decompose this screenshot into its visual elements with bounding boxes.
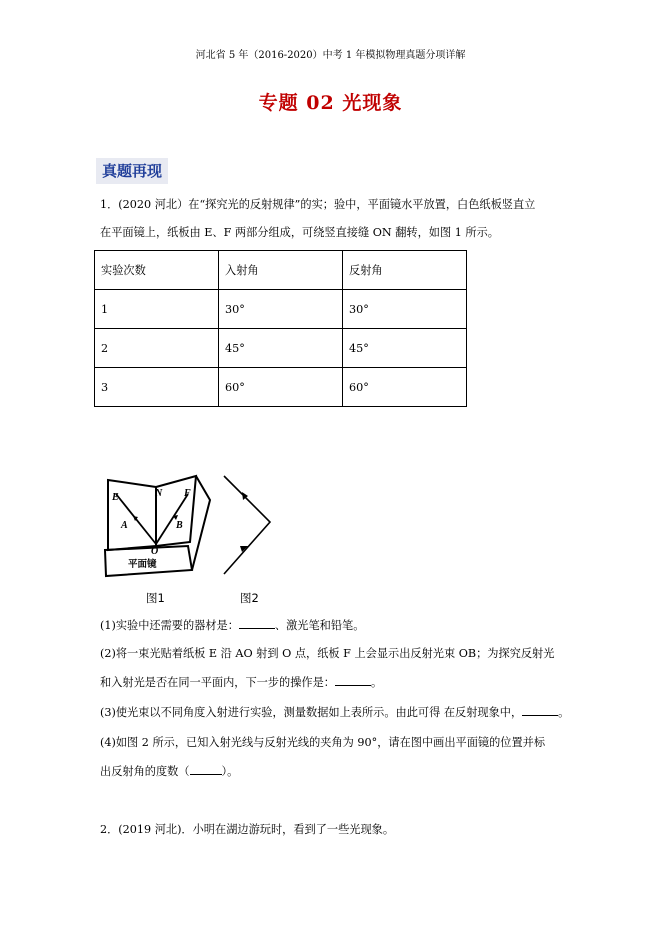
table-cell: 45° — [343, 329, 467, 368]
q1-sub1-text-end: 、激光笔和铅笔。 — [274, 619, 365, 632]
figure-1-caption: 图1 — [146, 591, 165, 605]
q1-sub2-line2 — [100, 675, 382, 691]
page-title: 专题 02 光现象 — [258, 92, 403, 114]
q1-sub4-text: 出反射角的度数（ — [100, 765, 190, 778]
mirror-label: 平面镜 — [128, 559, 157, 570]
q1-sub2-text: 和入射光是否在同一平面内，下一步的操作是： — [100, 676, 335, 689]
label-f: F — [184, 488, 191, 499]
label-n: N — [155, 488, 163, 499]
table-cell: 30° — [343, 290, 467, 329]
q1-sub2-line1: (2)将一束光贴着纸板 E 沿 AO 射到 O 点，纸板 F 上会显示出反射光束 OB；为探究反射光 — [100, 647, 555, 660]
label-o: O — [151, 546, 159, 557]
q1-sub3-text-end: 。 — [558, 706, 570, 719]
table-cell: 3 — [95, 368, 219, 407]
table-cell: 60° — [343, 368, 467, 407]
table-header-cell: 入射角 — [219, 251, 343, 290]
q1-sub4-line2 — [100, 764, 238, 780]
q1-sub4-text-end: ）。 — [221, 765, 239, 778]
label-e: E — [112, 492, 119, 503]
table-row — [95, 368, 467, 407]
q1-sub1-text: (1)实验中还需要的器材是： — [100, 619, 239, 632]
section-heading: 真题再现 — [96, 158, 168, 184]
table-cell: 60° — [219, 368, 343, 407]
figure-1-diagram — [100, 470, 218, 582]
q1-sub3-text: (3)使光束以不同角度入射进行实验，测量数据如上表所示。由此可得 在反射现象中， — [100, 706, 523, 719]
table-row — [95, 290, 467, 329]
q1-text-line2: 在平面镜上，纸板由 E、F 两部分组成，可绕竖直接缝 ON 翻转，如图 1 所示。 — [100, 226, 499, 239]
table-cell: 30° — [219, 290, 343, 329]
table-cell: 2 — [95, 329, 219, 368]
q1-sub4-line1: (4)如图 2 所示，已知入射光线与反射光线的夹角为 90°，请在图中画出平面镜的位置并标 — [100, 736, 546, 749]
label-b: B — [176, 520, 183, 531]
figure-2-caption: 图2 — [240, 591, 259, 605]
answer-blank[interactable] — [522, 705, 558, 716]
table-header-cell: 实验次数 — [95, 251, 219, 290]
q2-text: 2．(2019 河北)．小明在湖边游玩时，看到了一些光现象。 — [100, 823, 395, 836]
table-header-row — [95, 251, 467, 290]
table-cell: 45° — [219, 329, 343, 368]
q1-sub1 — [100, 618, 364, 634]
q1-sub3 — [100, 705, 569, 721]
data-table — [94, 250, 467, 407]
answer-blank[interactable] — [335, 675, 371, 686]
answer-blank[interactable] — [190, 764, 222, 775]
answer-blank[interactable] — [239, 618, 275, 629]
page-header: 河北省 5 年（2016-2020）中考 1 年模拟物理真题分项详解 — [195, 50, 466, 61]
figure-2-diagram — [218, 470, 278, 582]
q1-sub2-text-end: 。 — [370, 676, 383, 689]
label-a: A — [121, 520, 128, 531]
q1-text-line1: 1．(2020 河北）在“探究光的反射规律”的实；验中，平面镜水平放置，白色纸板竖直立 — [100, 198, 536, 211]
table-header-cell: 反射角 — [343, 251, 467, 290]
table-row — [95, 329, 467, 368]
light-path — [224, 476, 270, 574]
table-cell: 1 — [95, 290, 219, 329]
reflected-ray — [156, 494, 188, 544]
